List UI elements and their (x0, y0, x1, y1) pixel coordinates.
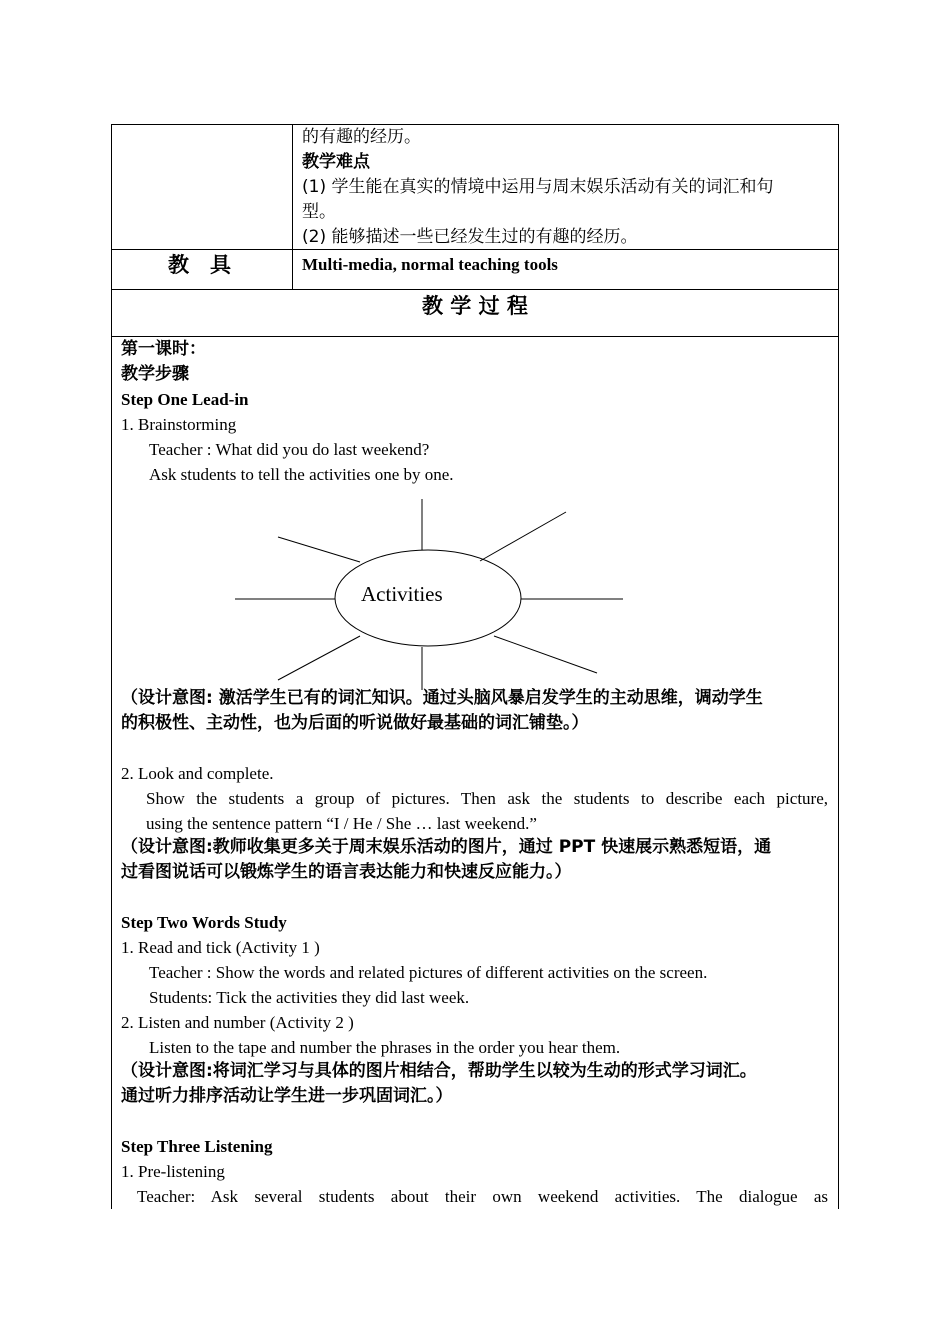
step-one-title: Step One Lead-in (121, 390, 249, 409)
difficulty-item-1-cont: 型。 (302, 202, 336, 222)
diagram-spoke (278, 537, 360, 562)
design-intent-3-cont: 通过听力排序活动让学生进一步巩固词汇。） (121, 1086, 453, 1106)
step-two-listen: Listen to the tape and number the phrases in the order you hear them. (149, 1038, 621, 1057)
design-intent-1: （设计意图: 激活学生已有的词汇知识。通过头脑风暴启发学生的主动思维，调动学生 (121, 688, 763, 708)
step-two-teacher: Teacher : Show the words and related pictures of different activities on the screen. (149, 963, 708, 982)
period-label: 第一课时： (121, 339, 206, 359)
diagram-center-label: Activities (361, 582, 443, 606)
step-two-title: Step Two Words Study (121, 913, 287, 932)
diagram-spoke (494, 636, 597, 673)
step-three-teacher: Teacher: Ask several students about their own weekend activities. The dialogue as (137, 1187, 828, 1206)
step-one-ask: Ask students to tell the activities one by one. (149, 465, 454, 484)
tools-value: Multi-media, normal teaching tools (302, 255, 558, 274)
tools-label: 教 具 (168, 253, 231, 277)
step-two-students: Students: Tick the activities they did last week. (149, 988, 470, 1007)
step-two-item-1: 1. Read and tick (Activity 1 ) (121, 938, 320, 957)
step-one-item-1: 1. Brainstorming (121, 415, 237, 434)
step-three-item-1: 1. Pre-listening (121, 1162, 225, 1181)
steps-heading: 教学步骤 (121, 364, 189, 384)
design-intent-2: （设计意图:教师收集更多关于周末娱乐活动的图片，通过 PPT 快速展示熟悉短语，通 (121, 837, 772, 857)
step-one-teacher: Teacher : What did you do last weekend? (149, 440, 430, 459)
difficulty-heading: 教学难点 (302, 152, 370, 172)
design-intent-3: （设计意图:将词汇学习与具体的图片相结合，帮助学生以较为生动的形式学习词汇。 (121, 1061, 757, 1081)
diagram-spoke (278, 636, 360, 680)
step-three-title: Step Three Listening (121, 1137, 273, 1156)
goal-text-end: 的有趣的经历。 (302, 127, 421, 147)
step-one-show: Show the students a group of pictures. Then ask the students to describe each picture, (146, 789, 828, 808)
difficulty-item-1: (1) 学生能在真实的情境中运用与周末娱乐活动有关的词汇和句 (302, 177, 774, 197)
step-two-item-2: 2. Listen and number (Activity 2 ) (121, 1013, 354, 1032)
design-intent-2-cont: 过看图说话可以锻炼学生的语言表达能力和快速反应能力。） (121, 862, 572, 882)
difficulty-item-2: (2) 能够描述一些已经发生过的有趣的经历。 (302, 227, 638, 247)
step-one-show-cont: using the sentence pattern “I / He / She … last weekend.” (146, 814, 537, 833)
step-one-item-2: 2. Look and complete. (121, 764, 274, 783)
design-intent-1-cont: 的积极性、主动性，也为后面的听说做好最基础的词汇铺垫。） (121, 713, 589, 733)
diagram-spoke (480, 512, 566, 561)
process-heading: 教 学 过 程 (422, 294, 528, 318)
